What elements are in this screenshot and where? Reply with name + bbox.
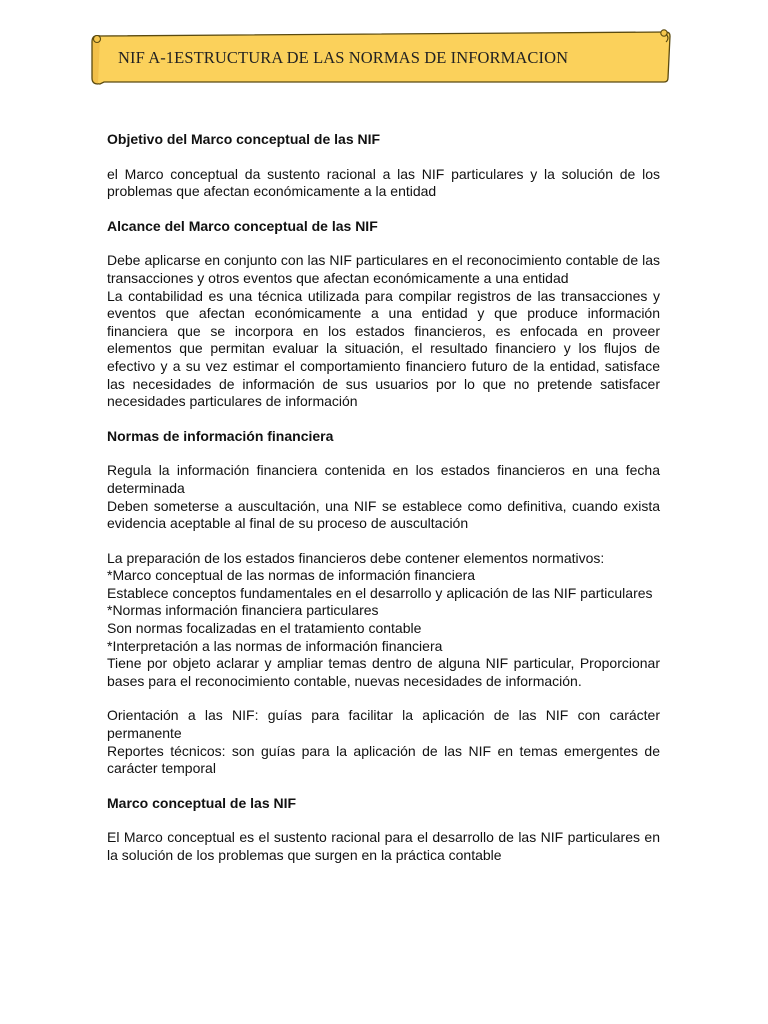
paragraph: Tiene por objeto aclarar y ampliar temas dentro de alguna NIF particular, Proporcionar bases para el reconocimiento contable, nuevas necesidades de información.: [107, 655, 660, 689]
paragraph: El Marco conceptual es el sustento racional para el desarrollo de las NIF particulares en la solución de los problemas que surgen en la práctica contable: [107, 829, 660, 863]
section-heading: Alcance del Marco conceptual de las NIF: [107, 217, 378, 234]
list-item: *Interpretación a las normas de información financiera: [107, 637, 443, 654]
section-heading: Objetivo del Marco conceptual de las NIF: [107, 131, 381, 147]
section-heading: Marco conceptual de las NIF: [107, 794, 297, 811]
paragraph: Debe aplicarse en conjunto con las NIF particulares en el reconocimiento contable de las transacciones y otros eventos que afectan económicamente a una entidad: [107, 252, 660, 286]
title-banner: [88, 28, 672, 86]
document-title: NIF A-1ESTRUCTURA DE LAS NORMAS DE INFORMACION: [118, 48, 569, 67]
section-heading: Normas de información financiera: [107, 427, 334, 444]
paragraph: Reportes técnicos: son guías para la aplicación de las NIF en temas emergentes de carácter temporal: [107, 742, 660, 777]
paragraph: Orientación a las NIF: guías para facilitar la aplicación de las NIF con carácter permanente: [107, 707, 660, 742]
paragraph: Son normas focalizadas en el tratamiento contable: [107, 620, 422, 637]
paragraph: el Marco conceptual da sustento racional a las NIF particulares y la solución de los problemas que afectan económicamente a la entidad: [107, 165, 660, 200]
paragraph: Regula la información financiera contenida en los estados financieros en una fecha determinada: [107, 462, 660, 496]
list-item: *Normas información financiera particulares: [107, 602, 379, 619]
list-item: *Marco conceptual de las normas de información financiera: [107, 567, 476, 584]
paragraph: La contabilidad es una técnica utilizada para compilar registros de las transacciones y eventos que afectan económicamente a una entidad y que produce información financiera que se incorpora en los estados financieros, es enfocada en proveer elementos que permitan evaluar la situación, el resultado financiero y los flujos de efectivo y a su vez estimar el comportamiento financiero futuro de la entidad, satisface las necesidades de información de sus usuarios por lo que no pretende satisfacer necesidades particulares de información: [107, 287, 660, 410]
paragraph: Deben someterse a auscultación, una NIF se establece como definitiva, cuando exista evidencia aceptable al final de su proceso de auscultación: [107, 497, 660, 532]
document-body: [107, 131, 660, 865]
paragraph: Establece conceptos fundamentales en el desarrollo y aplicación de las NIF particulares: [107, 584, 653, 601]
paragraph: La preparación de los estados financieros debe contener elementos normativos:: [107, 549, 605, 566]
